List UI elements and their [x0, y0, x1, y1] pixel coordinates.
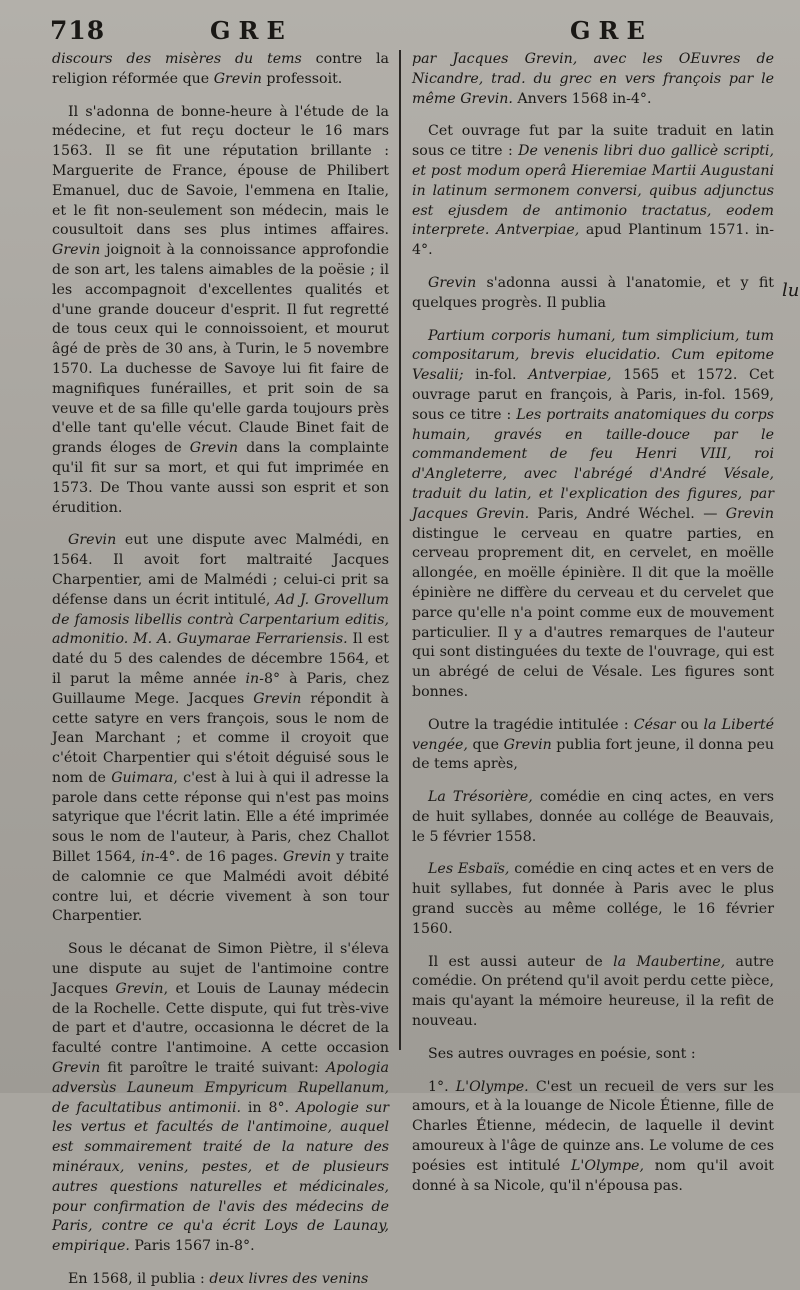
margin-annotation: lu: [782, 280, 800, 301]
right-column: [412, 50, 775, 1194]
paragraph: Grevin eut une dispute avec Malmédi, en 1564. Il avoit fort maltraité Jacques Charpentier, ami de Malmédi ; celui-ci prit sa défense dans un écrit intitulé, Ad J. Grovellum de famosis libellis contrà Carpentarium editis, admonitio. M. A. Guymarae Ferrariensis. Il est daté du 5 des calendes de décembre 1564, et il parut la même année in-8° à Paris, chez Guillaume Mege. Jacques Grevin répondit à cette satyre en vers françois, sous le nom de Jean Marchant ; et comme il croyoit que c'étoit Charpentier qui s'étoit déguisé sous le nom de Guimara, c'est à lui à qui il adresse la parole dans cette réponse qui n'est pas moins satyrique que l'écrit latin. Elle a été imprimée sous le nom de l'auteur, à Paris, chez Challot Billet 1564, in-4°. de 16 pages. Grevin y traite de calomnie ce que Malmédi avoit débité contre lui, et décrie vivement à son tour Charpentier.: [52, 532, 390, 925]
running-head-left: GRE: [210, 16, 293, 45]
paragraph: 1°. L'Olympe. C'est un recueil de vers sur les amours, et à la louange de Nicole Étienne, fille de Charles Étienne, médecin, de laquelle il devint amoureux à l'âge de quinze ans. Le volume de ces poésies est intitulé L'Olympe, nom qu'il avoit donné à sa Nicole, qu'il n'épousa pas.: [412, 1078, 775, 1194]
running-head-right: GRE: [570, 16, 653, 45]
paragraph: La Trésorière, comédie en cinq actes, en vers de huit syllabes, donnée au collége de Beauvais, le 5 février 1558.: [412, 789, 774, 845]
page-number: 718: [50, 16, 106, 45]
paragraph: Cet ouvrage fut par la suite traduit en latin sous ce titre : De venenis libri duo gallicè scripti, et post modum operâ Hieremiae Martii Augustani in latinum sermonem conversi, quibus adjunctus est ejusdem de antimonio tractatus, eodem interprete. Antverpiae, apud Plantinum 1571. in-4°.: [412, 123, 774, 259]
paragraph: Outre la tragédie intitulée : César ou la Liberté vengée, que Grevin publia fort jeune, il donna peu de tems après,: [412, 716, 774, 773]
column-divider: [399, 50, 401, 1050]
paragraph: Il s'adonna de bonne-heure à l'étude de la médecine, et fut reçu docteur le 16 mars 1563. Il se fit une réputation brillante : Marguerite de France, épouse de Philibert Emanuel, duc de Savoie, l'emmena en Italie, et le fit non-seulement son médecin, mais le cousultoit dans ses plus intimes affaires. Grevin joignoit à la connoissance approfondie de son art, les talens aimables de la poësie ; il les accompagnoit d'excellentes qualités et d'une grande douceur d'esprit. Il fut regretté de tous ceux qui le connoissoient, et mourut âgé de près de 30 ans, à Turin, le 5 novembre 1570. La duchesse de Savoye lui fit faire de magnifiques funérailles, et prit soin de sa veuve et de sa fille qu'elle garda toujours près d'elle tant qu'elle vécut. Claude Binet fait de grands éloges de Grevin dans la complainte qu'il fit sur sa mort, et qui fut imprimée en 1573. De Thou vante aussi son esprit et son érudition.: [52, 103, 389, 516]
paragraph: discours des misères du tems contre la religion réformée que Grevin professoit.: [52, 51, 389, 87]
paragraph: Grevin s'adonna aussi à l'anatomie, et y fit quelques progrès. Il publia: [412, 274, 774, 311]
paragraph: Les Esbaïs, comédie en cinq actes et en vers de huit syllabes, fut donnée à Paris avec le plus grand succès au même collége, le 16 février 1560.: [412, 861, 774, 937]
left-column: [52, 50, 390, 1288]
paragraph: En 1568, il publia : deux livres des venins: [68, 1271, 369, 1288]
paragraph: Ses autres ouvrages en poésie, sont :: [428, 1045, 696, 1062]
paragraph: Partium corporis humani, tum simplicium, tum compositarum, brevis elucidatio. Cum epitome Vesalii; in-fol. Antverpiae, 1565 et 1572. Cet ouvrage parut en françois, à Paris, in-fol. 1569, sous ce titre : Les portraits anatomiques du corps humain, gravés en taille-douce par le commandement de feu Henri VIII, roi d'Angleterre, avec l'abrégé d'André Vésale, traduit du latin, et l'explication des figures, par Jacques Grevin. Paris, André Wéchel. — Grevin distingue le cerveau en quatre parties, en cerveau proprement dit, en cervelet, en moëlle allongée, en moëlle épinière. Il dit que la moëlle épinière ne diffère du cerveau et du cervelet que parce qu'elle n'a point comme eux de mouvement particulier. Il y a d'autres remarques de l'auteur qui sont distinguées du texte de l'ouvrage, qui est un abrégé de celui de Vésale. Les figures sont bonnes.: [412, 327, 774, 700]
paragraph: Sous le décanat de Simon Piètre, il s'éleva une dispute au sujet de l'antimoine contre Jacques Grevin, et Louis de Launay médecin de la Rochelle. Cette dispute, qui fut très-vive de part et d'autre, occasionna le décret de la faculté contre l'antimoine. A cette occasion Grevin fit paroître le traité suivant: Apologia adversùs Launeum Empyricum Rupellanum, de facultatibus antimonii. in 8°. Apologie sur les vertus et facultés de l'antimoine, auquel est sommairement traité de la nature des minéraux, venins, pestes, et de plusieurs autres questions naturelles et médicinales, pour confirmation de l'avis des médecins de Paris, contre ce qu'a écrit Loys de Launay, empirique. Paris 1567 in-8°.: [52, 941, 389, 1255]
page-header: [50, 14, 782, 48]
paragraph: Il est aussi auteur de la Maubertine, autre comédie. On prétend qu'il avoit perdu cette pièce, mais qu'ayant la mémoire heureuse, il la refit de nouveau.: [412, 953, 774, 1030]
paragraph: par Jacques Grevin, avec les OEuvres de Nicandre, trad. du grec en vers françois par le même Grevin. Anvers 1568 in-4°.: [412, 51, 774, 107]
